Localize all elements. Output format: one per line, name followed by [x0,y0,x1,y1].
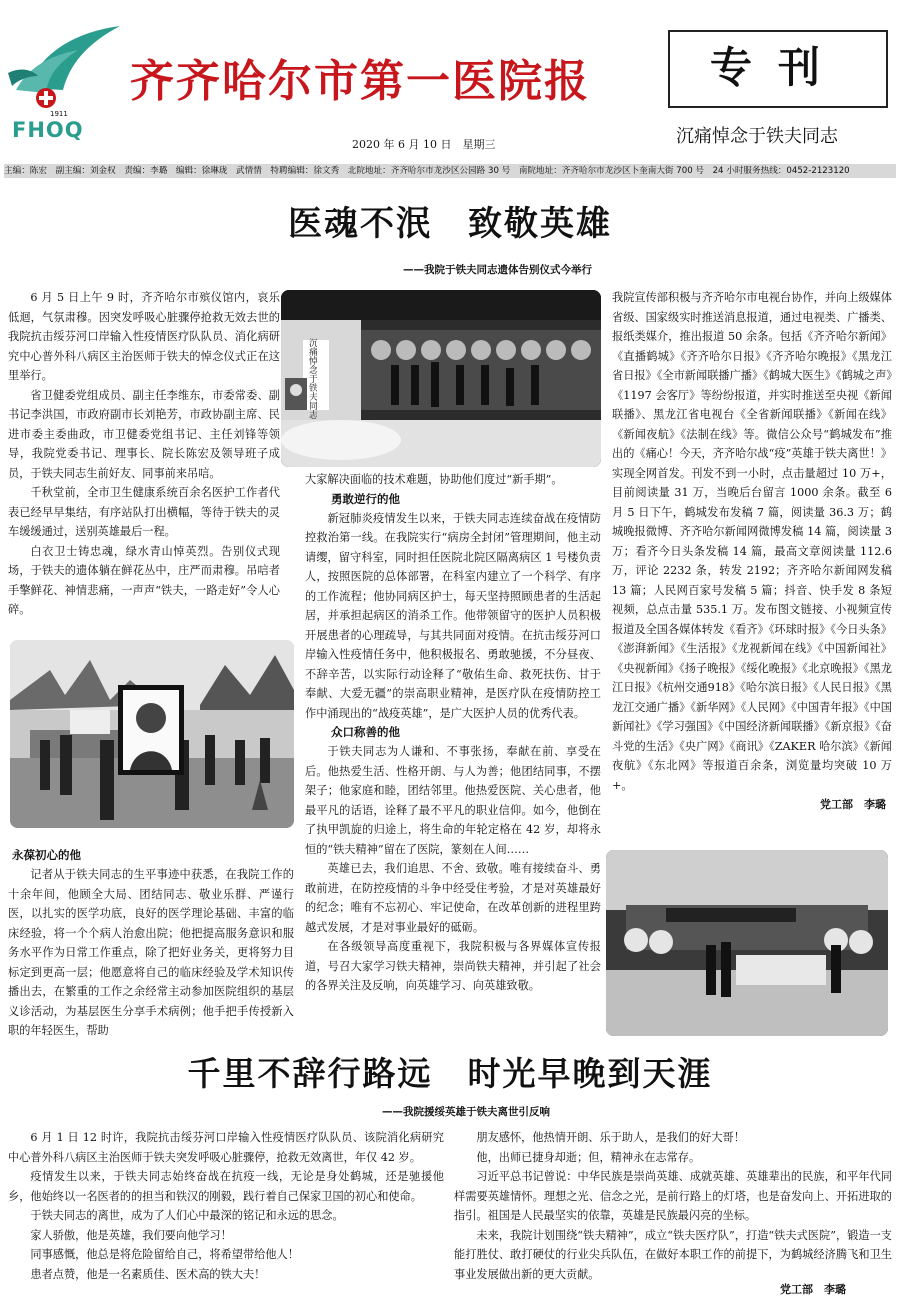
article1-subheadline: ——我院于铁夫同志遗体告别仪式今举行 [403,264,592,276]
special-label: 专刊 [668,30,888,108]
paragraph: 疫情发生以来，于铁夫同志始终奋战在抗疫一线，无论是身处鹤城，还是驰援他乡，他始终以一名医者的的担当和铁汉的刚毅，践行着自己保家卫国的初心和使命。 [8,1170,444,1203]
paragraph: 千秋堂前，全市卫生健康系统百余名医护工作者代表已经早早集结，有序站队打出横幅，等待于铁夫的灵车缓缓通过，送别英雄最后一程。 [8,486,280,538]
paragraph: 我院宣传部积极与齐齐哈尔市电视台协作，并向上级媒体省级、国家级实时推送消息报道，通过电视类、广播类、报纸类媒介，推出报道 50 余条。包括《齐齐哈尔新闻》《直播鹤城》《齐齐哈尔日报》《齐齐哈尔晚报》《黑龙江省日报》《全市新闻联播广播》《鹤城大医生》《鹤城之声》《1197 会客厅》等纷纷报道，并实时推送至央视《新闻联播》、黑龙江省电视台《全省新闻联播》《新闻在线》《新闻夜航》《法制在线》等。微信公众号“鹤城发布”推出的《痛心！今天，齐齐哈尔战“疫”英雄于铁夫离世！》实现全网首发。刊发不到一小时，点击量超过 10 万+，目前阅读量 31 万，当晚后台留言 1000 余条。截至 6 月 5 日下午，鹤城发布发稿 7 篇，阅读量 36.3 万；鹤城晚报微博、齐齐哈尔新闻网微博发稿 14 篇，阅读量 3 万；看齐今日头条发稿 14 篇，最高文章阅读量 112.6 万，评论 2232 条，转发 2192；齐齐哈尔新闻网发稿 13 篇；人民网百家号发稿 5 篇；抖音、快手发 8 条短视频，总点击量 535.1 万。发布图文链接、小视频宣传报道及全国各媒体转发《看齐》《环球时报》《今日头条》《澎湃新闻》《生活报》《龙视新闻在线》《中国新闻社》《央视新闻》《扬子晚报》《绥化晚报》《北京晚报》《黑龙江日报》《杭州交通918》《哈尔滨日报》《人民日报》《黑龙江交通广播》《新华网》《人民网》《中国青年报》《中国新闻社》《学习强国》《中国经济新闻联播》《新京报》《奋斗党的生活》《央广网》《商讯》《ZAKER 哈尔滨》《新闻夜航》《东北网》等报道百余条，浏览量均突破 10 万+。 [612,291,892,792]
date-line: 2020 年 6 月 10 日 星期三 [352,138,496,151]
article1-col1-top [8,288,280,620]
article2-headline: 千里不辞行路远 时光早晚到天涯 [187,1054,713,1093]
paragraph: 在各级领导高度重视下，我院积极与各界媒体宣传报道，号召大家学习铁夫精神，崇尚铁夫精神，并引起了社会的各界关注及反响，向英雄学习、向英雄致敬。 [305,940,601,992]
section-subheading: 众口称善的他 [331,725,400,739]
paragraph: 大家解决面临的技术难题，协助他们度过“新手期”。 [305,473,563,486]
article2-right [454,1128,892,1284]
logo-year: 1911 [50,110,68,118]
staff-info-bar: 主编：陈宏 副主编：刘金权 责编：李璐 编辑：徐琳珑 武情情 特聘编辑：徐文秀 北院地址：齐齐哈尔市龙沙区公园路 30 号 南院地址：齐齐哈尔市龙沙区卜奎南大街 700 号 24 小时服务热线：0452-2123120 [4,164,896,178]
photo1-banner: 沉痛悼念于铁夫同志 [307,338,317,419]
article1-col3 [612,288,892,815]
article1-col1-lower [8,846,294,1041]
logo [8,18,123,143]
section-subheading: 勇敢逆行的他 [331,491,400,506]
article2-subheadline: ——我院援绥英雄于铁夫离世引反响 [382,1106,550,1118]
article2-left [8,1128,444,1284]
bird-wing-icon [8,18,123,113]
logo-abbr: FHOQ [12,118,84,142]
paragraph: 省卫健委党组成员、副主任李维东，市委常委、副书记李洪国，市政府副市长刘艳芳，市政协副主席、民进市委主委曲政，市卫健委党组书记、主任刘锋等领导，我院党委书记、理事长、院长陈宏及领导班子成员，于铁夫同志生前好友、同事前来吊唁。 [8,388,280,480]
photo-funeral-procession [10,640,294,828]
paragraph: 记者从于铁夫同志的生平事迹中获悉，在我院工作的十余年间，他顾全大局、团结同志、敬业乐群、严谨行医，以扎实的医学功底，良好的医学理论基础、丰富的临床经验，将一个个病人治愈出院；他把提高服务意识和服务水平作为日常工作重点，除了把好业务关，更将努力目标定到更高一层；他愿意将自己的临床经验及学术知识传播出去，在繁重的工作之余经常主动参加医院组织的基层义诊活动，为基层医生分享手术病例；他手把手传授新入职的年轻医生，帮助 [8,868,294,1037]
paragraph: 朋友感怀，他热情开朗、乐于助人，是我们的好大哥！ [476,1131,745,1144]
paragraph: 习近平总书记曾说：中华民族是崇尚英雄、成就英雄、英雄辈出的民族，和平年代同样需要英雄情怀。理想之光、信念之光，是前行路上的灯塔，也是奋发向上、开拓进取的指引。祖国是人民最坚实的依靠，英雄是民族最闪亮的坐标。 [454,1170,892,1222]
article1-col2 [305,470,601,996]
article1-headline: 医魂不泯 致敬英雄 [288,204,612,244]
paragraph: 英雄已去，我们追思、不舍、致敬。唯有接续奋斗、勇敢前进，在防控疫情的斗争中经受住考验，才是对英雄最好的纪念；唯有不忘初心、牢记使命，在改革创新的进程里跨越式发展，才是对事业最好的砥砺。 [305,862,601,934]
paragraph: 同事感慨，他总是将危险留给自己，将希望带给他人！ [30,1248,299,1261]
photo-memorial-hall [606,850,888,1036]
paragraph: 未来，我院计划围绕“铁夫精神”，成立“铁夫医疗队”，打造“铁夫式医院”，锻造一支能打胜仗、敢打硬仗的行业尖兵队伍，在做好本职工作的前提下，为鹤城经济腾飞和卫生事业发展做出新的更大贡献。 [454,1228,892,1281]
paragraph: 于铁夫同志的离世，成为了人们心中最深的铭记和永远的思念。 [30,1209,344,1222]
paragraph: 6 月 5 日上午 9 时，齐齐哈尔市殡仪馆内，哀乐低迴，气氛肃穆。因突发呼吸心脏骤停抢救无效去世的我院抗击绥芬河口岸输入性疫情医疗队队员、消化病研究中心普外科八病区主治医师于铁夫的悼念仪式正在这里举行。 [8,291,280,382]
paragraph: 家人骄傲，他是英雄，我们要向他学习！ [30,1228,232,1242]
paragraph: 患者点赞，他是一名素质佳、医术高的铁大夫！ [30,1267,266,1281]
paragraph: 6 月 1 日 12 时许，我院抗击绥芬河口岸输入性疫情医疗队队员、该院消化病研究中心普外科八病区主治医师于铁夫突发呼吸心脏骤停，抢救无效离世，年仅 42 岁。 [8,1131,444,1164]
paragraph: 新冠肺炎疫情发生以来，于铁夫同志连续奋战在疫情防控救治第一线。在我院实行“病房全封闭”管理期间，他主动请缨，留守科室，同时担任医院北院区隔离病区 1 号楼负责人，按照医院的总体部署，在科室内建立了一个科学、有序的工作流程；他协同病区护士，每天坚持照顾患者的生活起居，并承担起病区的消杀工作。他带领留守的医护人员积极开展患者的心理疏导，与其共同面对疫情。在抗击绥芬河口岸输入性疫情任务中，他积极报名、勇敢驰援，不分昼夜、不辞辛苦，以实际行动诠释了“敬佑生命、救死扶伤、甘于奉献、大爱无疆”的崇高职业精神，是医疗队在疫情防控工作中涌现出的“战疫英雄”，是广大医护人员的优秀代表。 [305,511,601,720]
dedication: 沉痛悼念于铁夫同志 [676,126,838,147]
masthead-title: 齐齐哈尔市第一医院报 [130,56,590,107]
paragraph: 他，出师已捷身却逝；但，精神永在志常存。 [476,1150,701,1164]
photo-mourning-hall [281,290,601,467]
paragraph: 白衣卫士铸忠魂，绿水青山悼英烈。告别仪式现场，于铁夫的遗体躺在鲜花丛中，庄严而肃穆。吊唁者手擎鲜花、神情悲痛，一声声“铁夫，一路走好”令人心碎。 [8,544,280,616]
paragraph: 于铁夫同志为人谦和、不事张扬，奉献在前、享受在后。他热爱生活、性格开朗、与人为善；他团结同事，不摆架子；他家庭和睦，团结邻里。他热爱医院、关心患者，他最平凡的话语，诠释了最不平凡的职业信仰。如今，他倒在了执甲凯旋的归途上，将生命的年轮定格在 42 岁，却将永恒的“铁夫精神”留在了医院，篆刻在人间…… [305,745,601,856]
byline: 党工部 李璐 [820,798,886,811]
section-subheading: 永葆初心的他 [12,848,81,862]
article2-byline: 党工部 李璐 [780,1283,846,1296]
